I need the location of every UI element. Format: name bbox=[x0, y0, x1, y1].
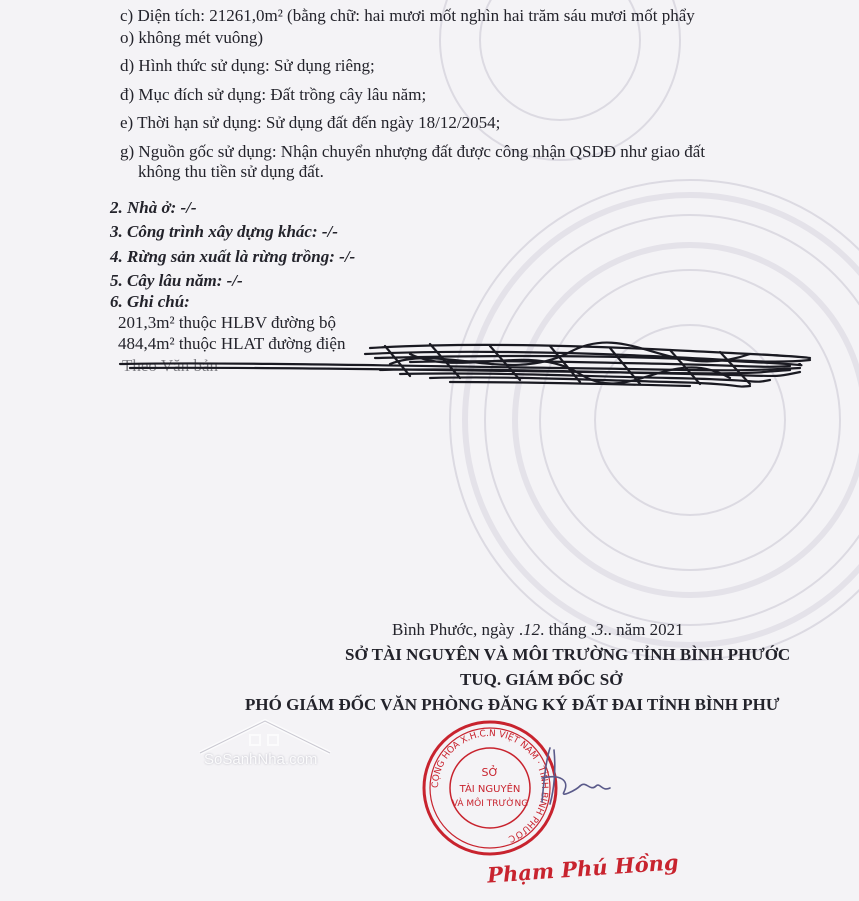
position-title: PHÓ GIÁM ĐỐC VĂN PHÒNG ĐĂNG KÝ ĐẤT ĐAI TỈNH BÌNH PHƯ bbox=[245, 695, 780, 714]
issue-place: Bình Phước, ngày bbox=[392, 620, 515, 639]
note-line-3: Theo Văn bản bbox=[122, 356, 218, 375]
watermark-text: SoSanhNha.com bbox=[204, 751, 318, 768]
issue-day: .12. bbox=[518, 620, 545, 639]
stamp-inner-line-1: SỞ bbox=[481, 766, 499, 779]
department-title: SỞ TÀI NGUYÊN VÀ MÔI TRƯỜNG TỈNH BÌNH PHƯỚC bbox=[345, 645, 791, 664]
section-house: 2. Nhà ở: -/- bbox=[110, 198, 197, 217]
section-production-forest: 4. Rừng sản xuất là rừng trồng: -/- bbox=[110, 247, 356, 266]
stamp-ring-text: CỘNG HÒA X.H.C.N VIỆT NAM · TỈNH BÌNH PHƯỚC bbox=[430, 728, 550, 844]
section-perennial-trees: 5. Cây lâu năm: -/- bbox=[110, 271, 243, 290]
issue-month-label: tháng bbox=[548, 620, 587, 639]
area-line-2: o) không mét vuông) bbox=[120, 28, 264, 47]
origin-line-2: không thu tiền sử dụng đất. bbox=[138, 162, 324, 181]
note-line-2: 484,4m² thuộc HLAT đường điện bbox=[118, 334, 346, 353]
origin-line-1: g) Nguồn gốc sử dụng: Nhận chuyển nhượng đất được công nhận QSDĐ như giao đất bbox=[120, 142, 706, 161]
issue-year: năm 2021 bbox=[616, 620, 684, 639]
site-watermark bbox=[190, 715, 340, 785]
area-line-1: c) Diện tích: 21261,0m² (bằng chữ: hai mươi mốt nghìn hai trăm sáu mươi mốt phẩy bbox=[120, 6, 695, 25]
house-icon bbox=[190, 715, 340, 755]
section-notes-title: 6. Ghi chú: bbox=[110, 292, 190, 311]
handwritten-signature bbox=[520, 740, 620, 810]
note-line-1: 201,3m² thuộc HLBV đường bộ bbox=[118, 313, 337, 332]
issue-date bbox=[392, 620, 684, 640]
usage-purpose: đ) Mục đích sử dụng: Đất trồng cây lâu năm; bbox=[120, 85, 427, 104]
usage-term: e) Thời hạn sử dụng: Sử dụng đất đến ngày 18/12/2054; bbox=[120, 113, 501, 132]
issue-month: .3.. bbox=[590, 620, 612, 639]
section-other-construction: 3. Công trình xây dựng khác: -/- bbox=[110, 222, 338, 241]
usage-form: d) Hình thức sử dụng: Sử dụng riêng; bbox=[120, 56, 375, 75]
stamp-inner-line-3: VÀ MÔI TRƯỜNG bbox=[451, 799, 529, 809]
signer-name: Phạm Phú Hồng bbox=[486, 849, 680, 888]
stamp-inner-line-2: TÀI NGUYÊN bbox=[459, 784, 521, 795]
on-behalf-title: TUQ. GIÁM ĐỐC SỞ bbox=[460, 670, 623, 689]
